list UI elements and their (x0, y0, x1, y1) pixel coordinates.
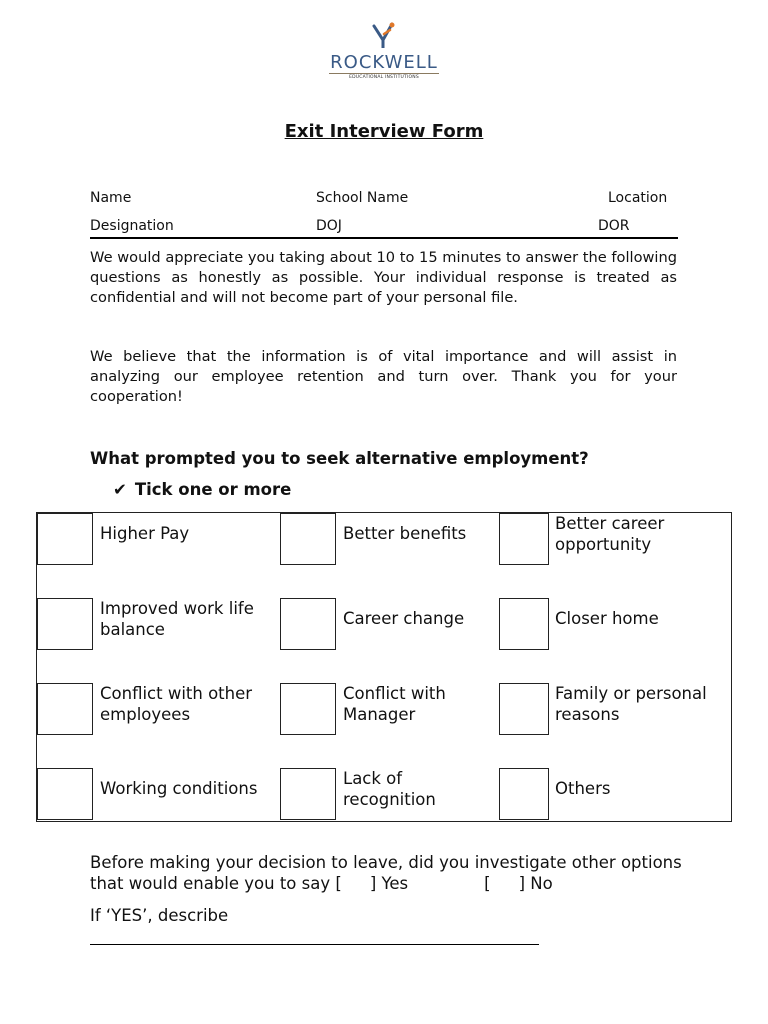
checkbox-higher-pay[interactable] (37, 513, 93, 565)
checkbox-conflict-employees[interactable] (37, 683, 93, 735)
no-option: ] No (518, 874, 553, 893)
options-grid (36, 512, 732, 822)
option-label: Conflict with other employees (100, 684, 253, 724)
checkbox-lack-recognition[interactable] (280, 768, 336, 820)
option-label: Lack of recognition (343, 769, 436, 809)
followup-line2 (90, 873, 553, 894)
logo-figure-icon (370, 22, 398, 50)
option-label: Working conditions (100, 779, 258, 798)
intro-paragraph: We would appreciate you taking about 10 to 15 minutes to answer the following questions as honestly as possible. Your individual response is treated as confidential and will not become part of your personal file. (90, 249, 677, 306)
checkbox-family-reasons[interactable] (499, 683, 549, 735)
header-divider (90, 237, 678, 239)
checkbox-working-conditions[interactable] (37, 768, 93, 820)
checkbox-work-life-balance[interactable] (37, 598, 93, 650)
checkbox-career-change[interactable] (280, 598, 336, 650)
name-label: Name (90, 190, 132, 206)
location-label: Location (608, 190, 668, 206)
rockwell-logo (327, 22, 441, 82)
designation-label: Designation (90, 218, 174, 234)
option-label: Better benefits (343, 524, 467, 543)
logo-wordmark: ROCKWELL (330, 52, 438, 73)
check-icon: ✔ (113, 480, 127, 499)
option-label: Closer home (555, 609, 659, 628)
option-label: Higher Pay (100, 524, 190, 543)
describe-label: If ‘YES’, describe (90, 906, 229, 925)
doj-label: DOJ (316, 218, 342, 234)
checkbox-better-benefits[interactable] (280, 513, 336, 565)
followup-line1: Before making your decision to leave, did you investigate other options (90, 853, 682, 872)
checkbox-better-career[interactable] (499, 513, 549, 565)
option-label: Better career opportunity (555, 514, 665, 554)
checkbox-conflict-manager[interactable] (280, 683, 336, 735)
option-label: Conflict with Manager (343, 684, 446, 724)
page-title: Exit Interview Form (284, 121, 484, 142)
checkbox-closer-home[interactable] (499, 598, 549, 650)
importance-paragraph: We believe that the information is of vital importance and will assist in analyzing our employee retention and turn over. Thank you for your cooperation! (90, 348, 677, 405)
no-bracket: [ (484, 874, 491, 893)
yes-option: ] Yes (369, 874, 409, 893)
tick-instruction-text: Tick one or more (134, 480, 292, 499)
option-label: Family or personal reasons (555, 684, 707, 724)
dor-label: DOR (598, 218, 630, 234)
option-label: Career change (343, 609, 465, 628)
tick-instruction (113, 480, 291, 499)
logo-subtitle: EDUCATIONAL INSTITUTIONS (329, 73, 439, 80)
school-name-label: School Name (316, 190, 409, 206)
checkbox-others[interactable] (499, 768, 549, 820)
option-label: Others (555, 779, 611, 798)
question-heading: What prompted you to seek alternative employment? (90, 449, 589, 468)
describe-answer-line[interactable] (90, 944, 539, 945)
option-label: Improved work life balance (100, 599, 254, 639)
followup-prefix: that would enable you to say [ (90, 874, 342, 893)
